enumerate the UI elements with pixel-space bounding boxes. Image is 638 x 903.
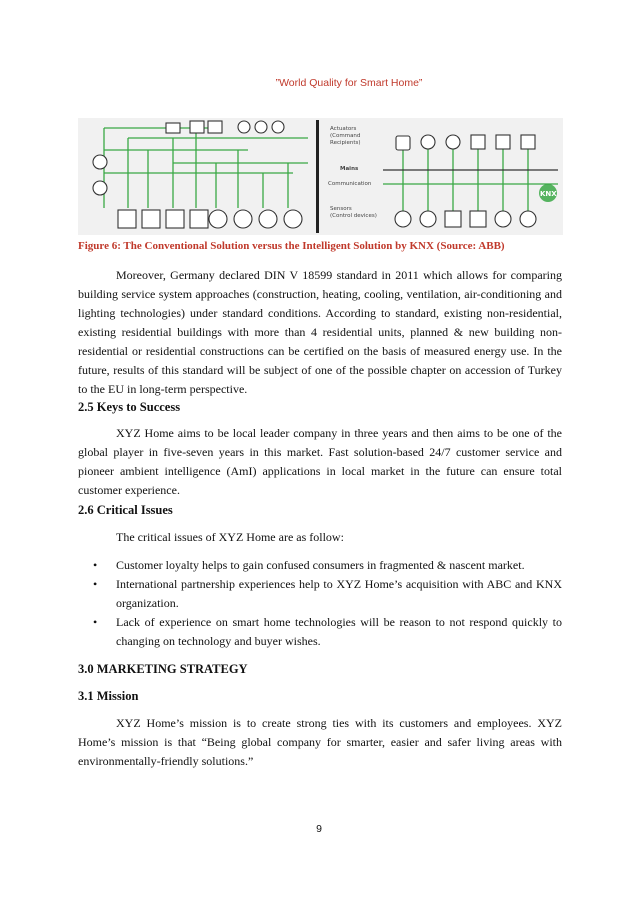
- lamp-icon: [272, 121, 284, 133]
- key-icon: [495, 211, 511, 227]
- header-title: ”World Quality for Smart Home”: [275, 77, 423, 89]
- heading-marketing-strategy: 3.0 MARKETING STRATEGY: [78, 662, 248, 676]
- list-item: • Lack of experience on smart home technologies will be reason to not respond quickly to changing on technology and buyer wishes.: [93, 615, 562, 648]
- dimmer-icon: [142, 210, 160, 228]
- paragraph-critical-intro: The critical issues of XYZ Home are as follow:: [116, 530, 344, 544]
- key-icon: [259, 210, 277, 228]
- conventional-wiring: [104, 128, 308, 208]
- switch-icon: [470, 211, 486, 227]
- actuators-sub2: Recipients): [330, 140, 361, 146]
- list-item: • International partnership experiences help to XYZ Home’s acquisition with ABC and KNX organization.: [93, 577, 562, 610]
- knx-logo-text: KNX: [540, 190, 557, 198]
- divider: [316, 120, 319, 233]
- thermometer-icon: [234, 210, 252, 228]
- switch-icon: [118, 210, 136, 228]
- switch-icon: [445, 211, 461, 227]
- thermostat-icon: [166, 210, 184, 228]
- paragraph-mission: XYZ Home’s mission is to create strong ties with its customers and employees. XYZ Home’s mission is that “Being global company for smarter, easier and safer living areas with environmentally-friendly solutions.”: [78, 716, 562, 768]
- clock-icon: [209, 210, 227, 228]
- blinds-icon: [471, 135, 485, 149]
- thermometer-icon: [420, 211, 436, 227]
- lamp-icon: [421, 135, 435, 149]
- radiator-icon: [166, 123, 180, 133]
- knx-bus: [383, 148, 558, 213]
- knx-sensors: [395, 211, 536, 227]
- knx-actuators: [396, 135, 535, 150]
- heading-mission: 3.1 Mission: [78, 689, 139, 703]
- paragraph-din-standard: Moreover, Germany declared DIN V 18599 standard in 2011 which allows for comparing building service system approaches (construction, heating, cooling, ventilation, air-conditioning and lighting technologies) under standard conditions. According to standard, existing non-residential, existing residential buildings with more than 4 residential units, planned & new building non-residential or residential constructions can be certified on the basis of measured energy use. In the future, results of this standard will be subject of one of the possible chapter on accession of Turkey to the EU in long-term perspective.: [78, 268, 562, 396]
- clock-icon: [93, 181, 107, 195]
- switch-icon: [190, 210, 208, 228]
- heading-keys-to-success: 2.5 Keys to Success: [78, 400, 181, 414]
- lamp-icon: [255, 121, 267, 133]
- bullet-glyph: •: [93, 577, 98, 591]
- communication-label: Communication: [328, 181, 372, 187]
- actuators-sub1: (Command: [330, 133, 361, 139]
- bullet-glyph: •: [93, 615, 98, 629]
- bullet-glyph: •: [93, 558, 98, 572]
- lamp-icon: [238, 121, 250, 133]
- knx-labels: [328, 126, 377, 219]
- sensors-label: Sensors: [330, 206, 352, 212]
- sensors-sub: (Control devices): [330, 213, 377, 219]
- weather-icon: [520, 211, 536, 227]
- critical-issues-list: [78, 556, 562, 651]
- weather-icon: [284, 210, 302, 228]
- page-header: [0, 77, 638, 89]
- heading-critical-issues: 2.6 Critical Issues: [78, 503, 173, 517]
- figure-caption: Figure 6: The Conventional Solution versus the Intelligent Solution by KNX (Source: ABB): [78, 240, 505, 252]
- actuators-label: Actuators: [330, 126, 357, 132]
- radiator-icon: [521, 135, 535, 149]
- blinds-icon: [496, 135, 510, 149]
- knx-logo: [539, 184, 557, 202]
- list-item: • Customer loyalty helps to gain confused consumers in fragmented & nascent market.: [78, 556, 562, 575]
- figure-knx-comparison: [78, 118, 563, 235]
- clock-icon: [395, 211, 411, 227]
- actuator-icon: [396, 136, 410, 150]
- conventional-devices: [93, 121, 302, 228]
- knx-diagram: [78, 118, 563, 235]
- page-number: 9: [316, 823, 322, 835]
- clock-icon: [93, 155, 107, 169]
- mains-label: Mains: [340, 166, 359, 172]
- lamp-icon: [446, 135, 460, 149]
- paragraph-keys-to-success: XYZ Home aims to be local leader company in three years and then aims to be one of the global player in five-seven years in this market. Fast solution-based 24/7 customer service and pioneer ambient intelligence (AmI) applications in local market in the future can ensure total customer experience.: [78, 426, 562, 497]
- blinds-icon: [208, 121, 222, 133]
- blinds-icon: [190, 121, 204, 133]
